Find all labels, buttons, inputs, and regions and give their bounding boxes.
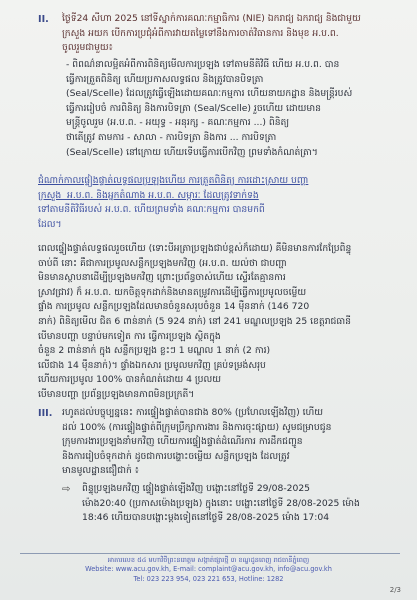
- paragraph-3: [38, 242, 398, 403]
- text-line: មិនមានស្ថាបនាដើម្បីប្រឡងមកវិញ ព្រោះប្រព័ន្ធចាស់ហើយ ស្ទើរតែគ្មានការ: [38, 272, 286, 284]
- text-line: លើជាង 14 ម៉ឺននាក់)។ ផ្ទាំងឯកសារ ប្រមូលមកវិញ គ្រប់ទម្រង់សរុប: [38, 359, 266, 371]
- text-line: ក្រុមការងារប្រឡងនាំមកវិញ ហើយការផ្ទៀងផ្ទាត់ដំណើរការ ការដឹកជញ្ជូន: [62, 436, 303, 448]
- section-iii-number: III.: [38, 408, 53, 419]
- text-line: ដែល។: [38, 218, 62, 230]
- text-line: ចូលរួមជាមួយ៖: [62, 42, 113, 54]
- text-line: ផ្ទាំង ការប្រមូល សន្លឹកប្រឡងដែលមានចំនួនសរុបចំនួន 14 ម៉ឺននាក់ (146 720: [38, 301, 310, 313]
- section-iii-text: [62, 406, 400, 479]
- text-line: មន្ត្រីចូលរួម (អ.ប.ព. - អយុទ្ធ - អនុរក្ស - គណៈកម្មការ ...) ពិនិត្យ: [66, 117, 290, 129]
- text-line: ធ្វើការរៀបចំ ការពិនិត្យ និងការបិទត្រា (Seal/Scelle) រួចហើយ ដោយមាន: [66, 102, 321, 114]
- text-line: ក្រសួង អយក បើកការប្រជុំ​អំពីការ​វាយតម្លៃ​ទៅនឹងការចាត់វិធានការ និងមុខ អ.ប.ព.: [62, 27, 339, 39]
- text-line: ក្រសួង ​ អ.ប.ព. និងអ្នកតំណាង អ.ប.ព. សម្ភារៈ ដែលត្រូវទាក់ទង: [38, 189, 259, 201]
- text-line: - ពិពណ៌នាលម្អិតអំពីការពិនិត្យមើលការប្រឡង ទៅតាមនីតិវិធី ហើយ អ.ប.ព. បាន: [66, 59, 340, 70]
- bullet-1-text: [66, 58, 398, 160]
- text-line: មានមូលដ្ឋានជឿជាក់ ៖: [62, 465, 139, 477]
- text-line: ធ្វើការត្រួតពិនិត្យ ហើយប្រកាសលទ្ធផល និងត្រូវបានបិទត្រា: [66, 73, 264, 85]
- text-line: ម៉ោង20:40 (ប្រកាសម៉ោងប្រឡង) ក្នុងនោះ បង្ហោះនៅថ្ងៃទី 28/08-2025 ម៉ោង: [82, 497, 360, 509]
- section-ii-number: II.: [38, 14, 49, 25]
- text-line: រហូតដល់បច្ចុប្បន្ននេះ ការផ្ទៀងផ្ទាត់បានជាង 80% (ប្រហែលឡើងវិញ) ហើយ: [62, 407, 324, 418]
- footer-address: អាគារលេខ ៥៤ មហាវិថីព្រះនរោត្តម សង្កាត់ផ្សារថ្មី ៣ ខណ្ឌដូនពេញ រាជធានីភ្នំពេញ: [107, 556, 310, 564]
- footer-telephone: Tel: 023 223 954, 023 221 653, Hotline: 1282: [133, 574, 284, 583]
- text-line: ចំនួន 2 ពាន់នាក់ ក្នុង សន្លឹកប្រឡង ខ្លះៗ 1 មណ្ឌល 1 នាក់ (2 ការ): [38, 345, 271, 357]
- text-line: នាក់) ពិនិត្យមើល ជិត 6 ពាន់នាក់ (5 924 នាក់) នៅ 241 មណ្ឌលប្រឡង 25 ខេត្តរាជធានី: [38, 315, 351, 327]
- text-line: ដល់ 100% (ការផ្ទៀងផ្ទាត់ពីក្រុមប្រឹក្សាការងារ និងការចុះផ្សាយ) សូមជម្រាបជូន: [62, 421, 332, 433]
- text-line: បើមានបញ្ហា ប្រព័ន្ធប្រឡងមានភាពមិនប្រក្រតី។: [38, 388, 195, 400]
- text-line: ទៅតាមនីតិវិធីរបស់ អ.ប.ព. ហើយព្រមទាំង គណៈកម្មការ បានមកពី: [38, 204, 265, 216]
- text-line: (Seal/Scelle) នៅក្រោយ ហើយទើបធ្វើការបើកវិញ ព្រមទាំងកំណត់ត្រា។: [66, 146, 318, 158]
- page-number: 2/3: [389, 586, 401, 594]
- text-line: ហើយការប្រមូល 100% បានកំណត់ដោយ 4 ប្រលយ: [38, 374, 221, 386]
- footer: [0, 556, 417, 584]
- text-line: ស្រាវជ្រាវ) ក៏ អ.ប.ព. យកចិត្តទុកដាក់និងមានតម្រូវការដើម្បីធ្វើការប្រមូលចម្លើយ: [38, 286, 307, 298]
- text-line: ថាតើត្រូវ តាមការ - សាលា - ការបិទត្រា និងការ ... ការបិទត្រា: [66, 131, 277, 143]
- paragraph-2: [38, 174, 398, 232]
- text-line: ពេលផ្ទៀងផ្ទាត់លទ្ធផលរួចហើយ (ទោះបីអត្រាប្រឡងជាប់ខ្ពស់ក៏ដោយ) គឺមិនមានការកែប្រែពិន្ទុ: [38, 243, 352, 254]
- text-line: ជំណាក់កាលផ្ទៀងផ្ទាត់លទ្ធផលប្រឡងហើយ ការត្រួតពិនិត្យ ការដោះស្រាយ បញ្ហា: [38, 175, 309, 186]
- text-line: ថ្ងៃទី24 សីហា 2025 នៅទីស្នាក់ការគណៈកម្មាធិការ (NIE) ឯករាជ្យ ឯករាជ្យ និងជាមួយ: [62, 13, 361, 24]
- bullet-3-text: [82, 482, 400, 526]
- footer-website: Website: www.acu.gov.kh, E-mail: complaint@acu.gov.kh, info@acu.gov.kh: [85, 565, 332, 574]
- text-line: (Seal/Scelle) ដែលត្រូវធ្វើឡើងដោយគណៈកម្មការ ហើយនាយកដ្ឋាន និងមន្ត្រីរបស់: [66, 88, 353, 100]
- footer-divider: [20, 553, 400, 554]
- text-line: ពិន្ទុប្រឡងមកវិញ ផ្ទៀងផ្ទាត់ឡើងវិញ បង្ហោះនៅថ្ងៃទី 29/08-2025: [82, 483, 311, 494]
- text-line: ចាប់ពី នោះ គឺជាការប្រមូលសន្លឹកប្រឡងមកវិញ (អ.ប.ព. យល់ថា ជាបញ្ហា: [38, 257, 287, 269]
- section-ii-text: [62, 12, 400, 56]
- arrow-icon: ⇨: [62, 484, 71, 495]
- text-line: បើមានបញ្ហា បន្ទាប់មកទៀត ការ ធ្វើការប្រឡង ស្ថិតក្នុង: [38, 330, 221, 342]
- text-line: 18:46 ហើយបានបង្ហោះម្តងទៀតនៅថ្ងៃទី 28/08-2025 ម៉ោង 17:04: [82, 512, 330, 524]
- text-line: និងការរៀបចំទុកដាក់ ដូចជាការបង្ហោះចម្លើយ សន្លឹកប្រឡង ដែលត្រូវ: [62, 450, 290, 462]
